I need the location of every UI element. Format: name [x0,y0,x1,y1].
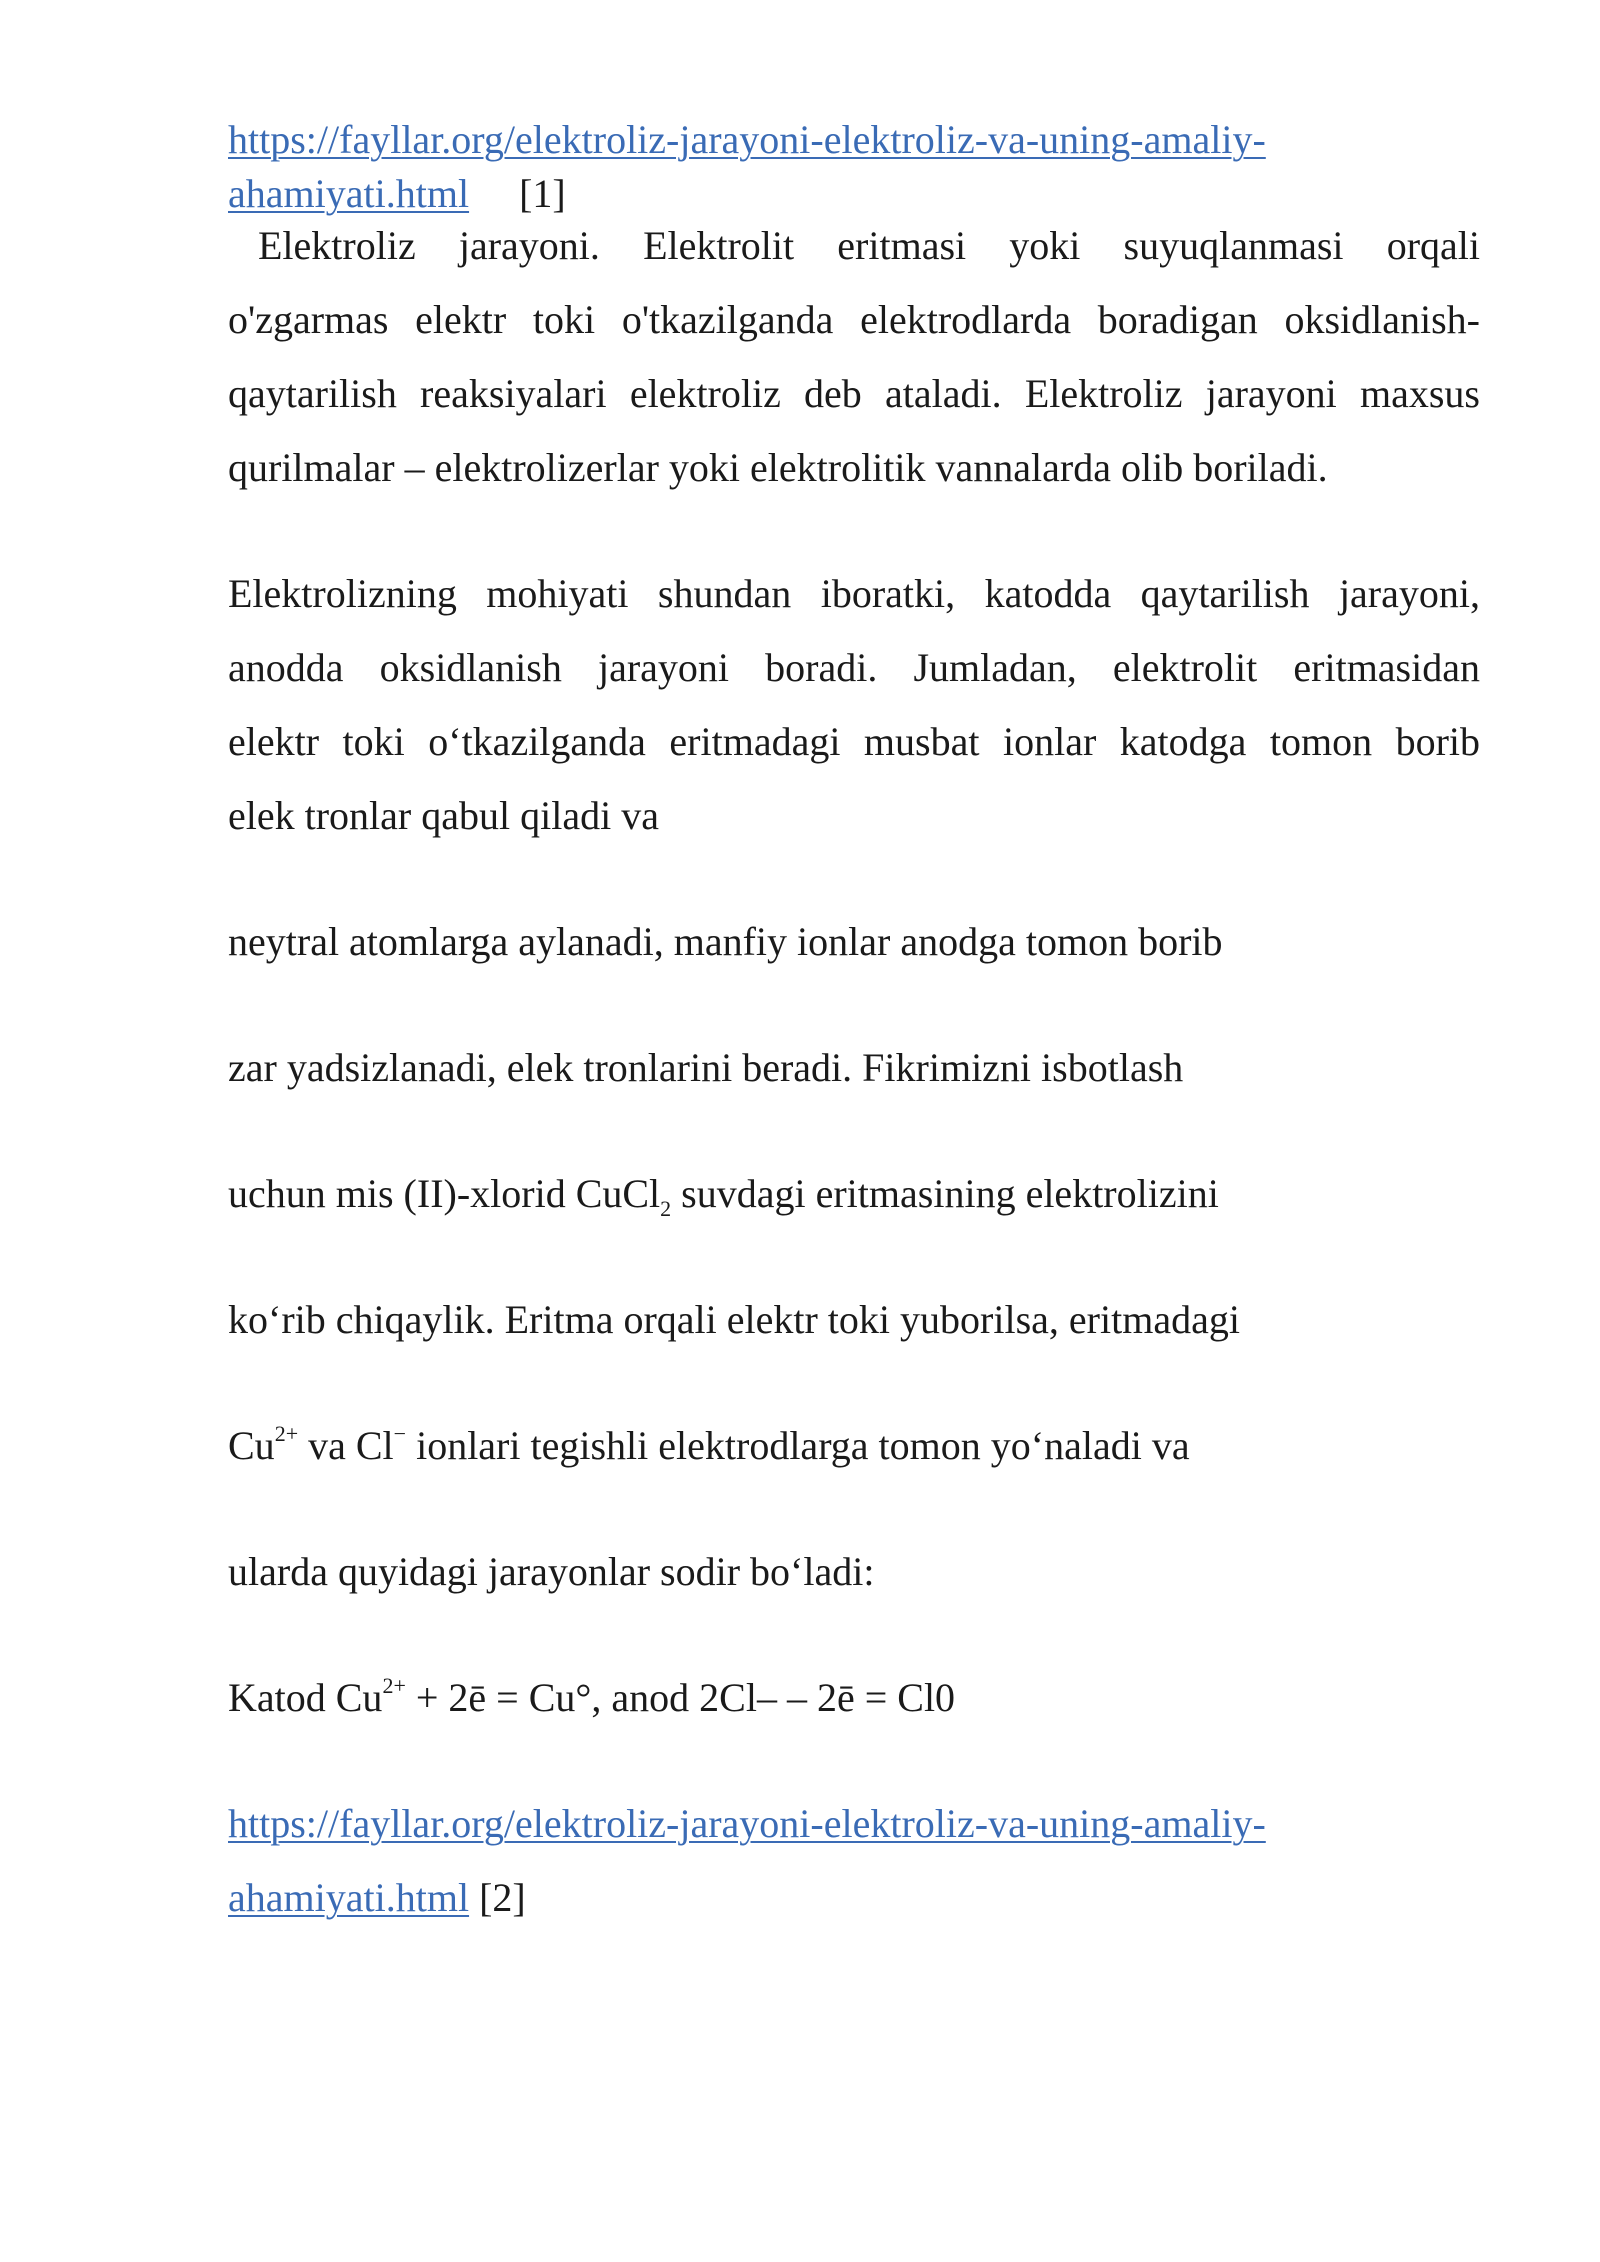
cucl2-post: suvdagi eritmasining elektrolizini [671,1171,1219,1216]
paragraph-2-line-4: elek tronlar qabul qiladi va [228,793,659,838]
source-1-link-line-2 [228,170,566,218]
source-1-ref: [1] [519,171,566,216]
equation-charge: 2+ [382,1672,406,1698]
cu-ion: Cu [228,1423,275,1468]
text-line-ularda: ularda quyidagi jarayonlar sodir bo‘ladi: [228,1549,875,1594]
paragraph-2-line-2: anodda oksidlanish jarayoni boradi. Jumladan, elektrolit eritmasidan [228,645,1480,690]
source-2-link-line-2 [228,1874,526,1922]
source-1-link[interactable]: https://fayllar.org/elektroliz-jarayoni-elektroliz-va-uning-amaliy- [228,117,1266,162]
paragraph-1-line-3: qaytarilish reaksiyalari elektroliz deb ataladi. Elektroliz jarayoni maxsus [228,371,1480,416]
text-line-ions [228,1422,1190,1470]
text-line-cucl2 [228,1170,1219,1221]
cu-ion-charge: 2+ [274,1420,299,1446]
ions-mid: va Cl [298,1423,394,1468]
paragraph-1-line-4: qurilmalar – elektrolizerlar yoki elektrolitik vannalarda olib boriladi. [228,445,1328,490]
cucl2-pre: uchun mis (II)-xlorid CuCl [228,1171,661,1216]
text-line-zaryadsizlanadi: zar yadsizlanadi, elek tronlarini beradi. Fikrimizni isbotlash [228,1045,1184,1090]
source-2-link-line-1[interactable] [228,1800,1266,1848]
text-line-korib: ko‘rib chiqaylik. Eritma orqali elektr toki yuborilsa, eritmadagi [228,1297,1240,1342]
paragraph-2-line-3: elektr toki o‘tkazilganda eritmadagi musbat ionlar katodga tomon borib [228,719,1480,764]
source-1-link-cont[interactable]: ahamiyati.html [228,171,470,216]
paragraph-1-line-1: Elektroliz jarayoni. Elektrolit eritmasi yoki suyuqlanmasi orqali [258,223,1480,268]
text-line-equation [228,1674,955,1722]
text-line-neytral: neytral atomlarga aylanadi, manfiy ionlar anodga tomon borib [228,919,1223,964]
ions-post: ionlari tegishli elektrodlarga tomon yo‘naladi va [406,1423,1190,1468]
paragraph-2-line-1: Elektrolizning mohiyati shundan iboratki, katodda qaytarilish jarayoni, [228,571,1480,616]
cucl2-subscript: 2 [660,1196,672,1221]
source-2-ref: [2] [479,1875,526,1920]
equation-pre: Katod Cu [228,1675,383,1720]
source-2-link-cont[interactable]: ahamiyati.html [228,1875,470,1920]
equation-post: + 2ē = Cu°, anod 2Cl– – 2ē = Cl0 [405,1675,956,1720]
cl-ion-charge: − [393,1420,407,1446]
source-1-link-line-1[interactable] [228,116,1266,164]
source-2-link[interactable]: https://fayllar.org/elektroliz-jarayoni-elektroliz-va-uning-amaliy- [228,1801,1266,1846]
paragraph-1-line-2: o'zgarmas elektr toki o'tkazilganda elektrodlarda boradigan oksidlanish- [228,297,1480,342]
